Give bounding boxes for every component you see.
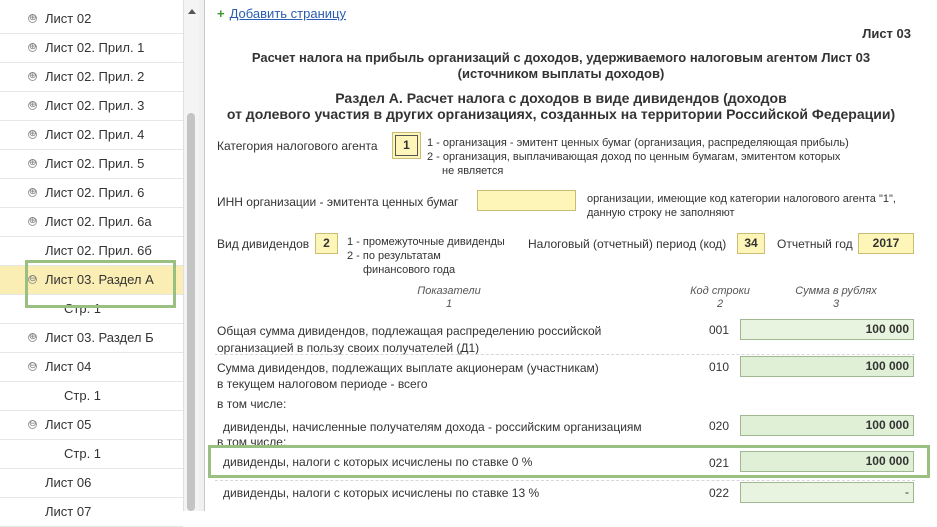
form-title-line2: (источником выплаты доходов) (457, 66, 665, 81)
column-header-sum (776, 285, 896, 311)
expand-icon[interactable]: ⊕ (29, 100, 37, 110)
tree-item-list02-pril6a[interactable] (0, 208, 183, 237)
tree-item-label: Стр. 1 (64, 446, 102, 461)
tax-period-label: Налоговый (отчетный) период (код) (528, 237, 727, 251)
row-001-label-1: Общая сумма дивидендов, подлежащая распределению российской (217, 324, 602, 338)
row-010-label-2: в текущем налоговом периоде - всего (217, 377, 428, 391)
tree-item-list02-pril2[interactable] (0, 63, 183, 92)
tree-item-list03-razdel-b[interactable] (0, 324, 183, 353)
expand-icon[interactable]: ⊕ (29, 129, 37, 139)
tree-item-list02-pril6b[interactable] (0, 237, 183, 266)
expand-icon[interactable]: ⊕ (29, 332, 37, 342)
expand-icon[interactable]: ⊕ (29, 71, 37, 81)
row-020-code: 020 (709, 419, 730, 433)
tree-item-label: Стр. 1 (64, 301, 102, 316)
form-title-line1: Расчет налога на прибыль организаций с доходов, удерживаемого налоговым агентом Лист 03 (251, 50, 871, 65)
tree-item-list04[interactable] (0, 353, 183, 382)
dividend-type-label: Вид дивидендов (217, 237, 310, 251)
inn-field[interactable] (477, 190, 576, 211)
report-year-label: Отчетный год (777, 237, 853, 251)
row-020-label-2: в том числе: (217, 435, 287, 449)
row-022-label: дивиденды, налоги с которых исчислены по ставке 13 % (223, 486, 540, 500)
agent-category-note-3: не является (442, 165, 504, 177)
tree-item-list02-pril4[interactable] (0, 121, 183, 150)
expand-icon[interactable]: ⊕ (29, 216, 37, 226)
inn-note-2: данную строку не заполняют (587, 207, 735, 219)
tree-item-label: Лист 02. Прил. 3 (45, 98, 145, 113)
sheet-tree-list (0, 5, 183, 527)
collapse-icon[interactable]: ⊖ (29, 274, 37, 284)
tree-item-label: Лист 07 (45, 504, 92, 519)
dividend-type-field[interactable]: 2 (315, 233, 338, 254)
row-010-amount-field[interactable]: 100 000 (740, 356, 914, 377)
agent-category-field[interactable]: 1 (395, 135, 418, 156)
column-header-sum-number: 3 (832, 298, 840, 310)
row-001-amount-field[interactable]: 100 000 (740, 319, 914, 340)
tree-item-label: Лист 03. Раздел Б (45, 330, 154, 345)
section-title-line2: от долевого участия в других организациях, созданных на территории Российской Федерации) (226, 106, 896, 122)
section-title-line1: Раздел А. Расчет налога с доходов в виде дивидендов (доходов (335, 90, 787, 106)
row-divider (215, 480, 915, 481)
row-020-amount-field[interactable]: 100 000 (740, 415, 914, 436)
row-022-code: 022 (709, 486, 730, 500)
tree-item-list05[interactable] (0, 411, 183, 440)
collapse-icon[interactable]: ⊖ (29, 361, 37, 371)
column-header-code-label: Код строки (690, 285, 750, 297)
plus-icon: + (217, 6, 225, 21)
tree-item-label: Лист 02 (45, 11, 92, 26)
tree-item-list06[interactable] (0, 469, 183, 498)
tree-item-label: Лист 04 (45, 359, 92, 374)
dividend-type-note-1: 1 - промежуточные дивиденды (347, 236, 505, 248)
sheet-number: Лист 03 (862, 26, 911, 41)
tree-item-list03-str1[interactable] (0, 295, 183, 324)
row-021-code: 021 (709, 456, 730, 470)
expand-icon[interactable]: ⊕ (29, 158, 37, 168)
inn-note-1: организации, имеющие код категории налогового агента "1", (587, 193, 896, 205)
inn-label: ИНН организации - эмитента ценных бумаг (217, 195, 459, 209)
tree-item-label: Лист 02. Прил. 4 (45, 127, 145, 142)
column-header-sum-label: Сумма в рублях (795, 285, 877, 297)
tax-period-field[interactable]: 34 (737, 233, 765, 254)
report-year-field[interactable]: 2017 (858, 233, 914, 254)
tree-item-label: Лист 02. Прил. 6б (45, 243, 152, 258)
row-divider (215, 354, 915, 355)
panel-splitter[interactable] (199, 0, 205, 511)
add-page-link[interactable] (217, 6, 346, 21)
column-header-code (680, 285, 760, 311)
tree-item-list02-pril5[interactable] (0, 150, 183, 179)
column-header-indicators-label: Показатели (417, 285, 481, 297)
section-title (206, 90, 916, 122)
tree-item-list05-str1[interactable] (0, 440, 183, 469)
including-label: в том числе: (217, 397, 287, 411)
tree-item-label: Лист 02. Прил. 2 (45, 69, 145, 84)
tree-item-label: Лист 03. Раздел А (45, 272, 154, 287)
scroll-up-arrow-icon[interactable] (188, 9, 196, 14)
tree-item-list04-str1[interactable] (0, 382, 183, 411)
tree-item-label: Лист 06 (45, 475, 92, 490)
form-title (206, 50, 916, 82)
tree-item-list07[interactable] (0, 498, 183, 527)
add-page-label: Добавить страницу (229, 6, 346, 21)
column-header-indicators-number: 1 (445, 298, 453, 310)
tree-item-label: Лист 05 (45, 417, 92, 432)
row-001-label-2: организацией в пользу своих получателей (Д1) (217, 341, 480, 355)
tree-item-list02-pril3[interactable] (0, 92, 183, 121)
agent-category-label: Категория налогового агента (217, 139, 378, 153)
tree-item-list02-pril1[interactable] (0, 34, 183, 63)
tree-item-label: Стр. 1 (64, 388, 102, 403)
column-header-indicators (399, 285, 499, 311)
agent-category-note-2: 2 - организация, выплачивающая доход по ценным бумагам, эмитентом которых (427, 151, 841, 163)
tree-item-label: Лист 02. Прил. 1 (45, 40, 145, 55)
row-001-code: 001 (709, 323, 730, 337)
dividend-type-note-3: финансового года (363, 264, 456, 276)
tree-item-label: Лист 02. Прил. 5 (45, 156, 145, 171)
tree-scrollbar[interactable] (183, 0, 199, 511)
tree-item-label: Лист 02. Прил. 6а (45, 214, 152, 229)
tree-item-list02[interactable] (0, 5, 183, 34)
scrollbar-thumb[interactable] (187, 113, 195, 511)
tree-item-list03-razdel-a[interactable] (0, 266, 183, 295)
row-021-label: дивиденды, налоги с которых исчислены по ставке 0 % (223, 455, 533, 469)
expand-icon[interactable]: ⊕ (29, 13, 37, 23)
row-020-label-1: дивиденды, начисленные получателям дохода - российским организациям (223, 420, 642, 434)
form-area (206, 0, 937, 511)
row-010-code: 010 (709, 360, 730, 374)
column-header-code-number: 2 (716, 298, 724, 310)
row-022-amount-field[interactable]: - (740, 482, 914, 503)
collapse-icon[interactable]: ⊖ (29, 419, 37, 429)
dividend-type-note-2: 2 - по результатам (347, 250, 441, 262)
expand-icon[interactable]: ⊕ (29, 42, 37, 52)
agent-category-note-1: 1 - организация - эмитент ценных бумаг (организация, распределяющая прибыль) (427, 137, 849, 149)
sheet-tree-panel (0, 0, 199, 519)
row-021-amount-field[interactable]: 100 000 (740, 451, 914, 472)
expand-icon[interactable]: ⊕ (29, 187, 37, 197)
tree-item-list02-pril6[interactable] (0, 179, 183, 208)
tree-item-label: Лист 02. Прил. 6 (45, 185, 145, 200)
row-010-label-1: Сумма дивидендов, подлежащих выплате акционерам (участникам) (217, 361, 599, 375)
